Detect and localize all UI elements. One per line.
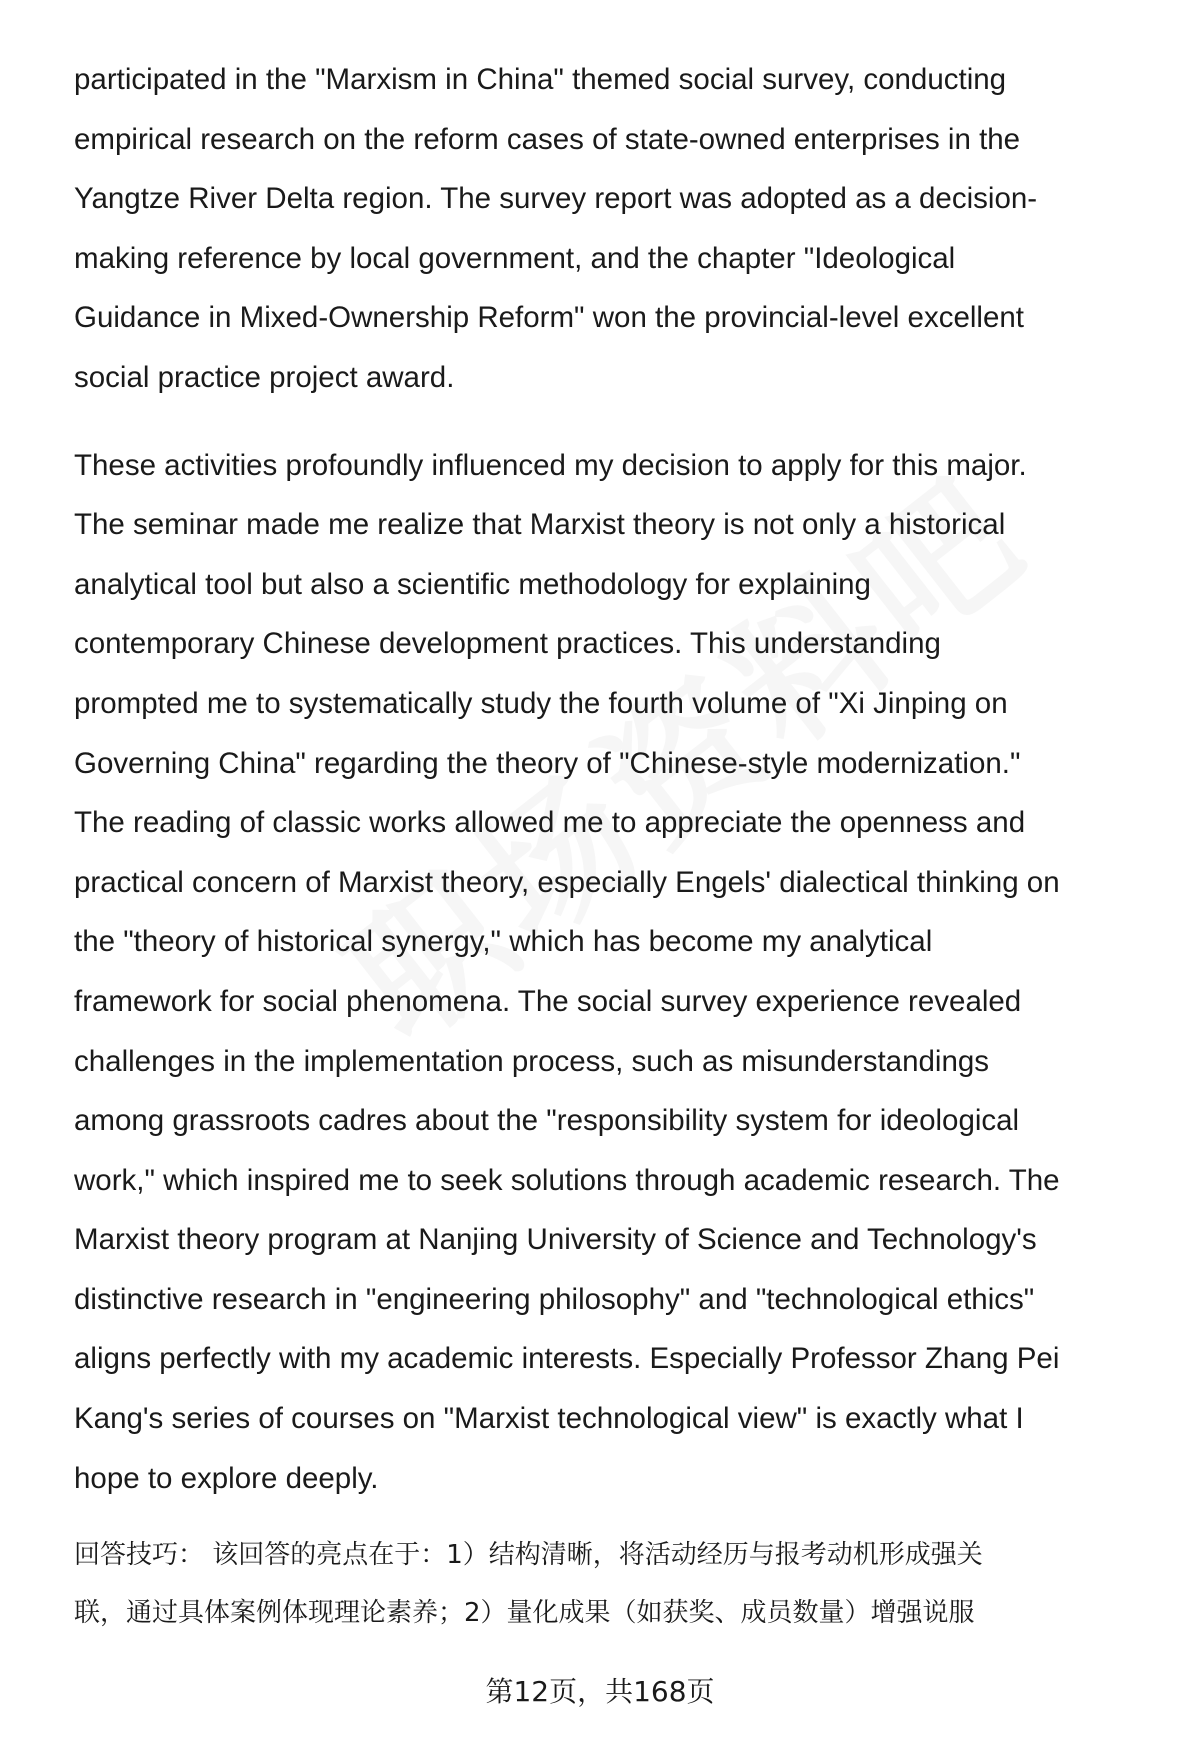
page-number: 第12页，共168页: [485, 1675, 715, 1708]
document-body: [74, 50, 1164, 1642]
answer-tips: 回答技巧： 该回答的亮点在于：1）结构清晰，将活动经历与报考动机形成强关 联，通过具体案例体现理论素养；2）量化成果（如获奖、成员数量）增强说服: [74, 1540, 983, 1629]
paragraph-motivation: These activities profoundly influenced my decision to apply for this major. The seminar made me realize that Marxist theory is not only a historical analytical tool but also a scientific methodology for explaining contemporary Chinese development practices. This understanding prompted me to systematically study the fourth volume of "Xi Jinping on Governing China" regarding the theory of "Chinese-style modernization." The reading of classic works allowed me to appreciate the openness and practical concern of Marxist theory, especially Engels' dialectical thinking on the "theory of historical synergy," which has become my analytical framework for social phenomena. The social survey experience revealed challenges in the implementation process, such as misunderstandings among grassroots cadres about the "responsibility system for ideological work," which inspired me to seek solutions through academic research. The Marxist theory program at Nanjing University of Science and Technology's distinctive research in "engineering philosophy" and "technological ethics" aligns perfectly with my academic interests. Especially Professor Zhang Pei Kang's series of courses on "Marxist technological view" is exactly what I hope to explore deeply.: [74, 448, 1060, 1495]
paragraph-social-survey: participated in the "Marxism in China" themed social survey, conducting empirical research on the reform cases of state-owned enterprises in the Yangtze River Delta region. The survey report was adopted as a decision- making reference by local government, and the chapter "Ideological Guidance in Mixed-Ownership Reform" won the provincial-level excellent social practice project award.: [74, 63, 1038, 394]
